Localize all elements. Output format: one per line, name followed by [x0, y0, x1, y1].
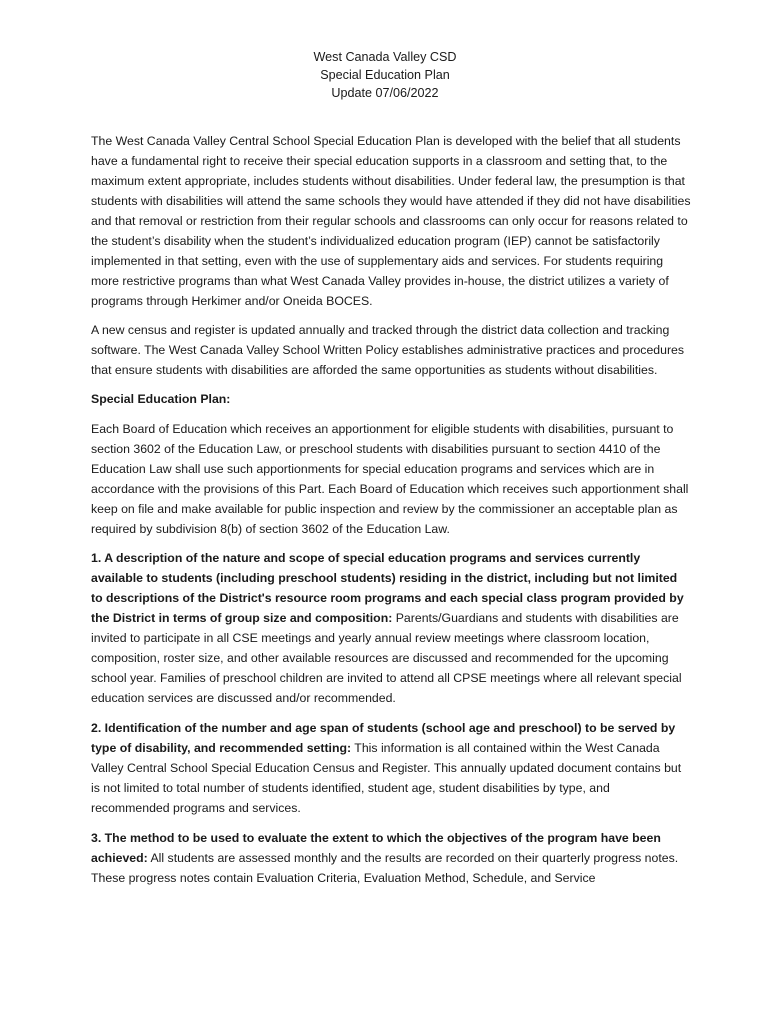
plan-item-2-text: This information is all contained within the West Canada Valley Central School Special Education Census and Register. This annually updated document contains but is not limited to total number of students identified, student age, student disabilities by type, and recommended programs and services.: [91, 741, 682, 815]
plan-item-1-text: Parents/Guardians and students with disabilities are invited to participate in all CSE meetings and yearly annual review meetings where classroom location, composition, roster size, and other available resources are discussed and recommended for the upcoming school year. Families of preschool children are invited to attend all CPSE meetings where all relevant special education services are discussed and/or recommended.: [91, 611, 682, 705]
intro-paragraph-1: The West Canada Valley Central School Special Education Plan is developed with the belief that all students have a fundamental right to receive their special education supports in a classroom and setting that, to the maximum extent appropriate, includes students without disabilities. Under federal law, the presumption is that students with disabilities will attend the same schools they would have attended if they did not have disabilities and that removal or restriction from their regular schools and classrooms can only occur for reasons related to the student’s disability when the student’s individualized education program (IEP) cannot be satisfactorily implemented in that setting, even with the use of supplementary aids and services. For students requiring more restrictive programs than what West Canada Valley provides in-house, the district utilizes a variety of programs through Herkimer and/or Oneida BOCES.: [91, 134, 691, 308]
plan-item-2: [91, 718, 691, 818]
document-header: [0, 48, 770, 102]
plan-paragraph: Each Board of Education which receives an apportionment for eligible students with disabilities, pursuant to section 3602 of the Education Law, or preschool students with disabilities pursuant to section 4410 of the Education Law shall use such apportionments for special education programs and services which are in accordance with the provisions of this Part. Each Board of Education which receives such apportionment shall keep on file and make available for public inspection and review by the commissioner an acceptable plan as required by subdivision 8(b) of section 3602 of the Education Law.: [91, 422, 689, 536]
update-date: Update 07/06/2022: [331, 86, 439, 100]
plan-item-2-heading: 2. Identification of the number and age span of students (school age and preschool) to be served by type of disability, and recommended setting:: [91, 721, 676, 755]
document-body: [91, 131, 691, 898]
intro-paragraph-2: A new census and register is updated annually and tracked through the district data collection and tracking software. The West Canada Valley School Written Policy establishes administrative practices and procedures that ensure students with disabilities are afforded the same opportunities as students without disabilities.: [91, 323, 685, 377]
plan-item-1-heading: 1. A description of the nature and scope of special education programs and services currently available to students (including preschool students) residing in the district, including but not limited to descriptions of the District's resource room programs and each special class program provided by the District in terms of group size and composition:: [91, 551, 684, 625]
document-title: Special Education Plan: [320, 68, 450, 82]
plan-item-3-text: All students are assessed monthly and the results are recorded on their quarterly progress notes. These progress notes contain Evaluation Criteria, Evaluation Method, Schedule, and Service: [91, 851, 679, 885]
district-name: West Canada Valley CSD: [313, 50, 457, 64]
plan-item-3-heading: 3. The method to be used to evaluate the extent to which the objectives of the program have been achieved:: [91, 831, 661, 865]
section-heading: Special Education Plan:: [91, 392, 231, 406]
plan-item-3: [91, 828, 691, 888]
plan-item-1: [91, 548, 691, 708]
